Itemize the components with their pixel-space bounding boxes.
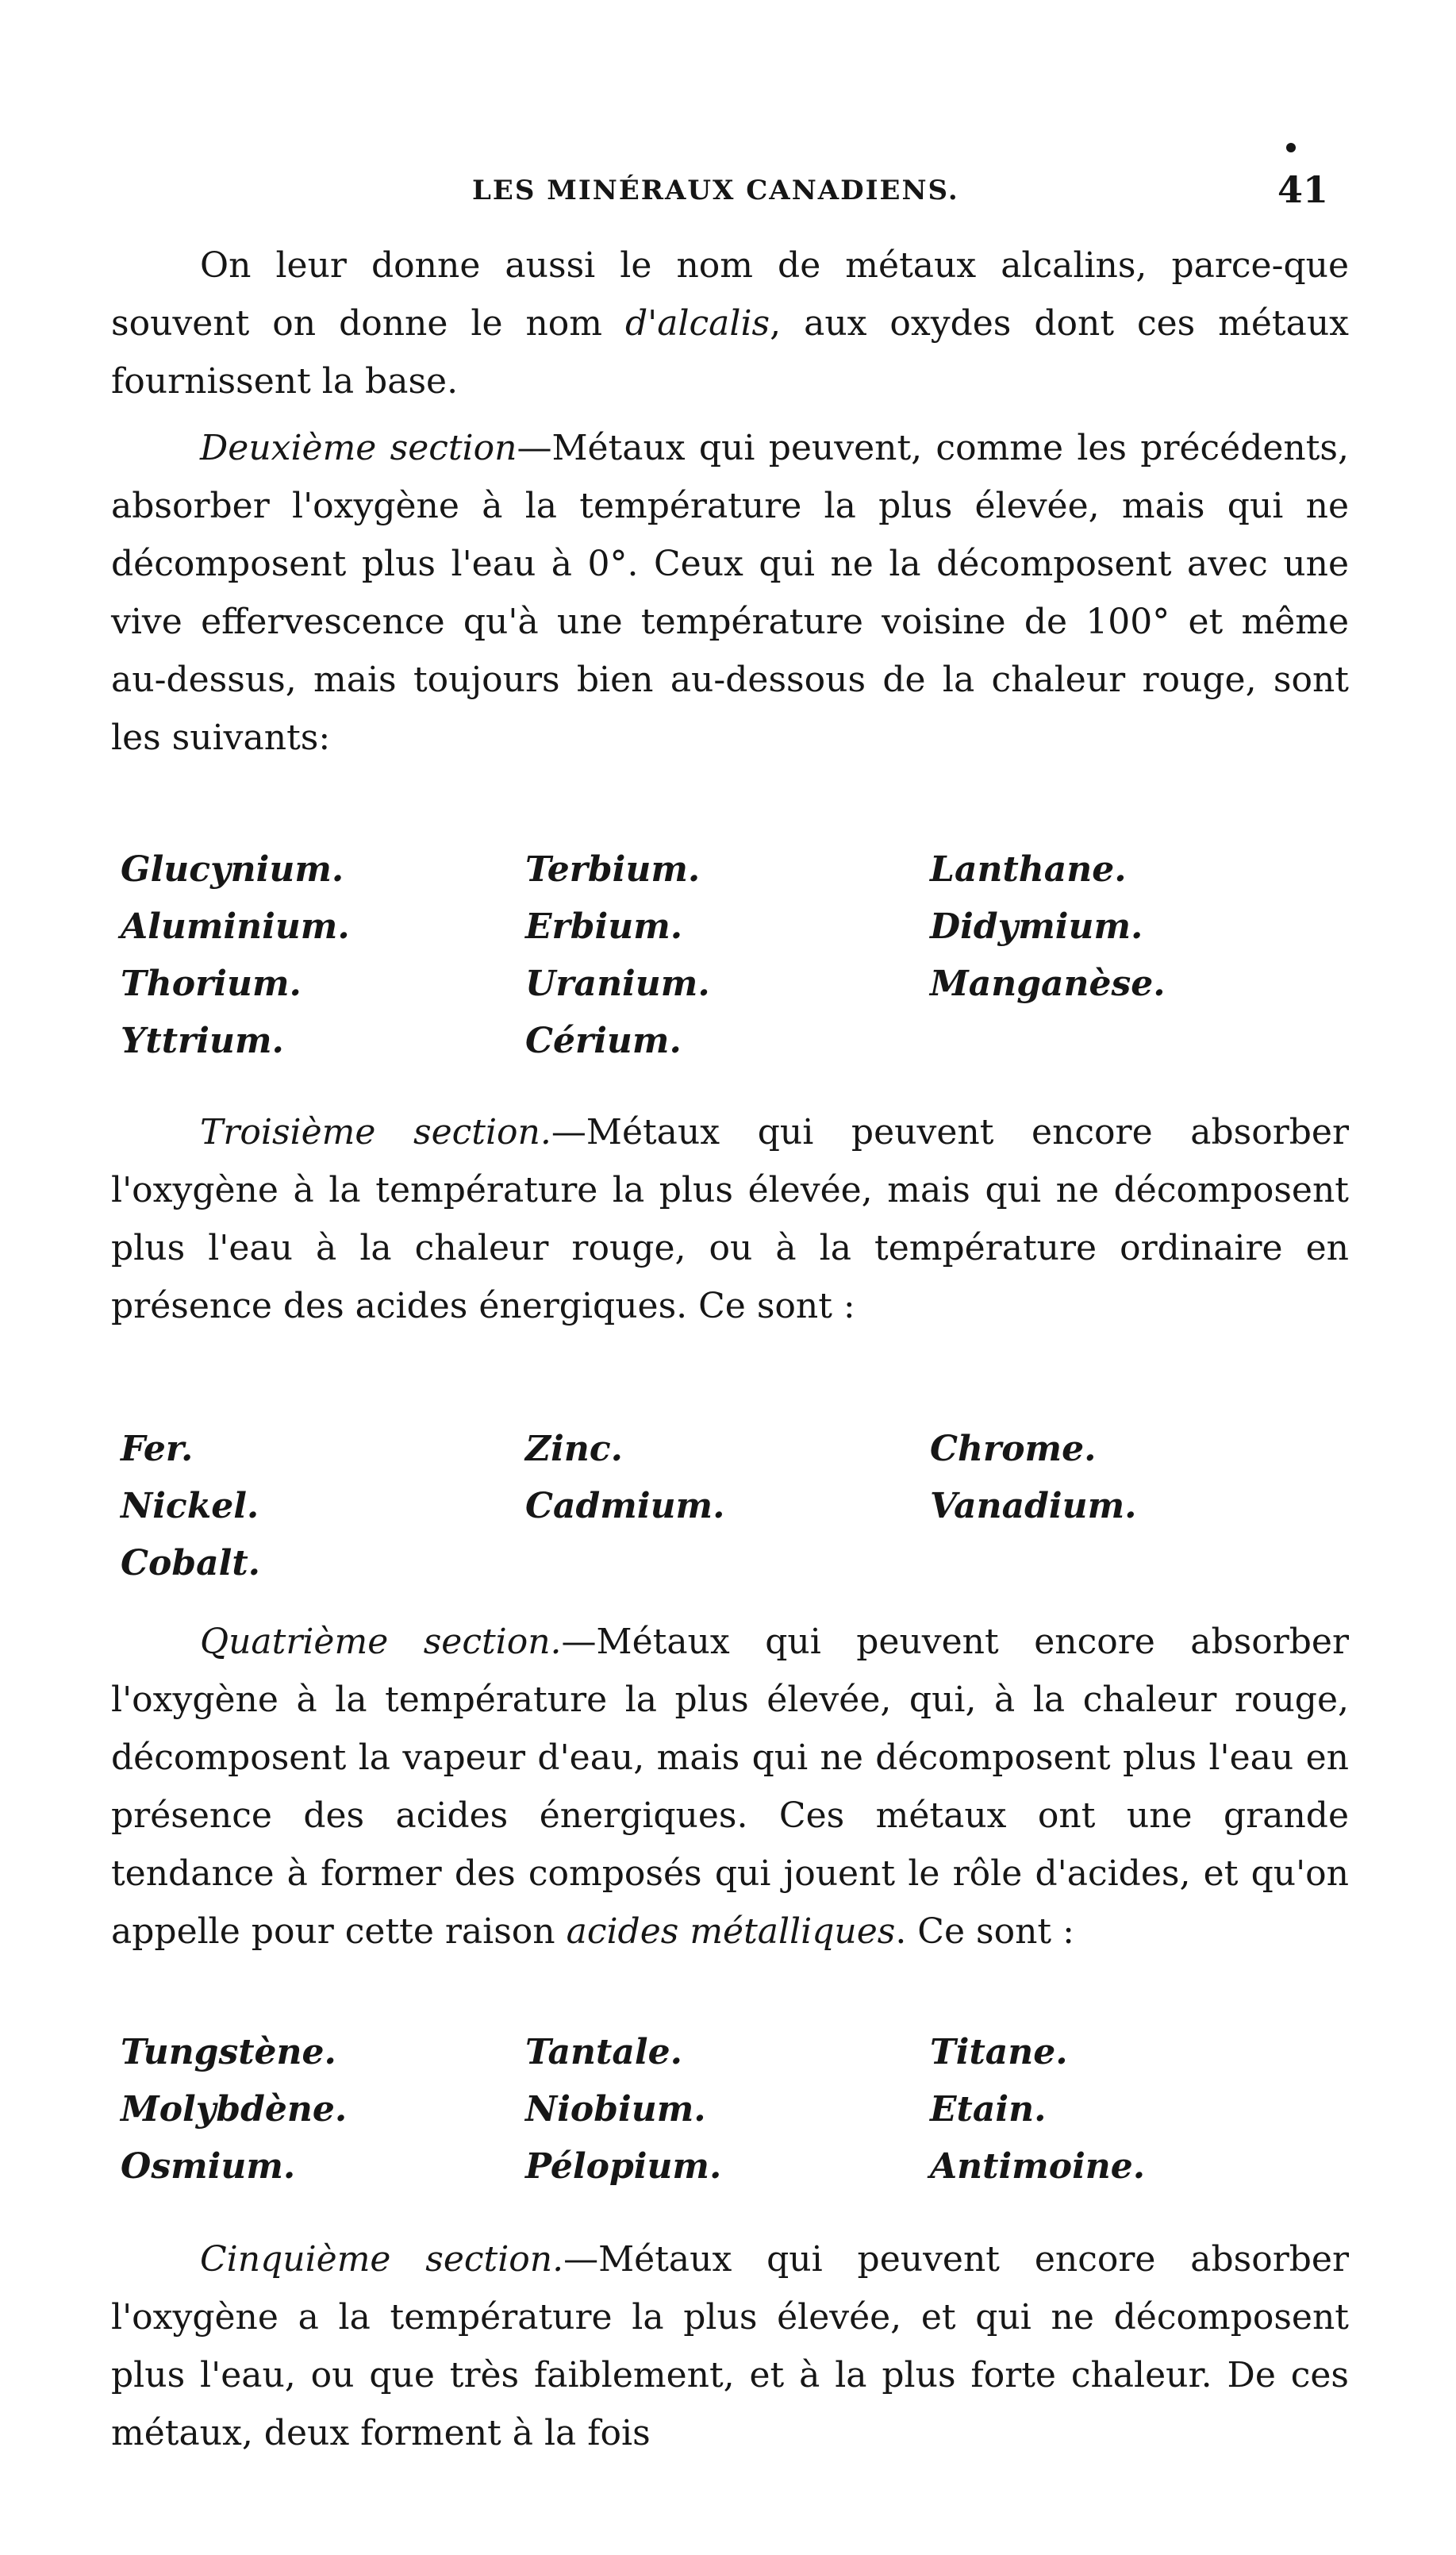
element-name: Zinc. [525,1429,623,1469]
element-list-section-4 [121,2024,1349,2195]
section-heading: Deuxième section [200,428,517,468]
paragraph-text: —Métaux qui peuvent encore absorber l'oxygène à la température la plus élevée, qui, à la chaleur rouge, décomposent la vapeur d'eau, mais qui ne décomposent plus l'eau en présence des acides énergiques. Ces métaux ont une grande tendance à former des composés qui jouent le rôle d'acides, et qu'on appelle pour cette raison [111,1622,1349,1952]
element-name: Yttrium. [121,1021,284,1061]
section-heading: Quatrième section. [200,1622,562,1662]
running-title: LES MINÉRAUX CANADIENS. [472,175,959,206]
emphasis-acides-metalliques: acides métalliques [566,1911,896,1952]
element-name [930,1535,1349,1592]
element-name: Lanthane. [930,849,1127,890]
ink-dot [1286,143,1296,152]
paragraph-text: —Métaux qui peuvent, comme les précédents, absorber l'oxygène à la température la plus élevée, mais qui ne décomposent plus l'eau à 0°. Ceux qui ne la décomposent avec une vive effervescence qu'à une température voisine de 100° et même au-dessus, mais toujours bien au-dessous de la chaleur rouge, sont les suivants: [111,428,1349,758]
paragraph-tail: , aux oxydes dont ces métaux fournissent la base. [111,303,1349,402]
paragraph-tail: . Ce sont : [895,1911,1074,1952]
element-name: Chrome. [930,1429,1097,1469]
element-list-section-2 [121,841,1349,1070]
element-name: Tantale. [525,2032,682,2072]
paragraph-text: On leur donne aussi le nom de métaux alcalins, parce-que souvent on donne le nom [111,245,1349,344]
element-name: Uranium. [525,964,710,1004]
paragraph-section-2 [111,419,1349,767]
element-name: Glucynium. [121,849,344,890]
element-name: Antimoine. [930,2146,1146,2187]
element-name: Terbium. [525,849,701,890]
element-name: Didymium. [930,906,1143,947]
element-name: Manganèse. [930,964,1166,1004]
paragraph-section-3 [111,1103,1349,1335]
section-heading: Cinquième section. [200,2239,564,2280]
element-name: Osmium. [121,2146,296,2187]
element-name: Aluminium. [121,906,350,947]
element-name: Erbium. [525,906,683,947]
element-name: Titane. [930,2032,1068,2072]
paragraph-section-5 [111,2230,1349,2462]
section-heading: Troisième section. [200,1112,551,1152]
paragraph-text: —Métaux qui peuvent encore absorber l'oxygène a la température la plus élevée, et qui ne décomposent plus l'eau, ou que très faiblement, et à la plus forte chaleur. De ces métaux, deux forment à la fois [111,2239,1349,2453]
element-name: Nickel. [121,1486,259,1526]
element-name: Pélopium. [525,2146,722,2187]
element-name: Thorium. [121,964,302,1004]
element-name: Cadmium. [525,1486,725,1526]
element-list-section-3 [121,1421,1349,1592]
paragraph-text: —Métaux qui peuvent encore absorber l'oxygène à la température la plus élevée, mais qui ne décomposent plus l'eau à la chaleur rouge, ou à la température ordinaire en présence des acides énergiques. Ce sont : [111,1112,1350,1326]
page-number: 41 [1277,168,1329,211]
element-name: Fer. [121,1429,194,1469]
element-name: Etain. [930,2089,1047,2130]
page-header [111,135,1349,211]
paragraph-section-4 [111,1613,1349,1961]
element-name [930,1013,1349,1070]
element-name: Niobium. [525,2089,706,2130]
element-name: Vanadium. [930,1486,1137,1526]
element-name: Cérium. [525,1021,682,1061]
element-name: Molybdène. [121,2089,348,2130]
element-name [525,1535,930,1592]
paragraph-alkali-metals [111,237,1349,410]
element-name: Cobalt. [121,1543,260,1583]
book-page [111,48,1349,2508]
emphasis-alcalis: d'alcalis [624,303,770,344]
element-name: Tungstène. [121,2032,336,2072]
